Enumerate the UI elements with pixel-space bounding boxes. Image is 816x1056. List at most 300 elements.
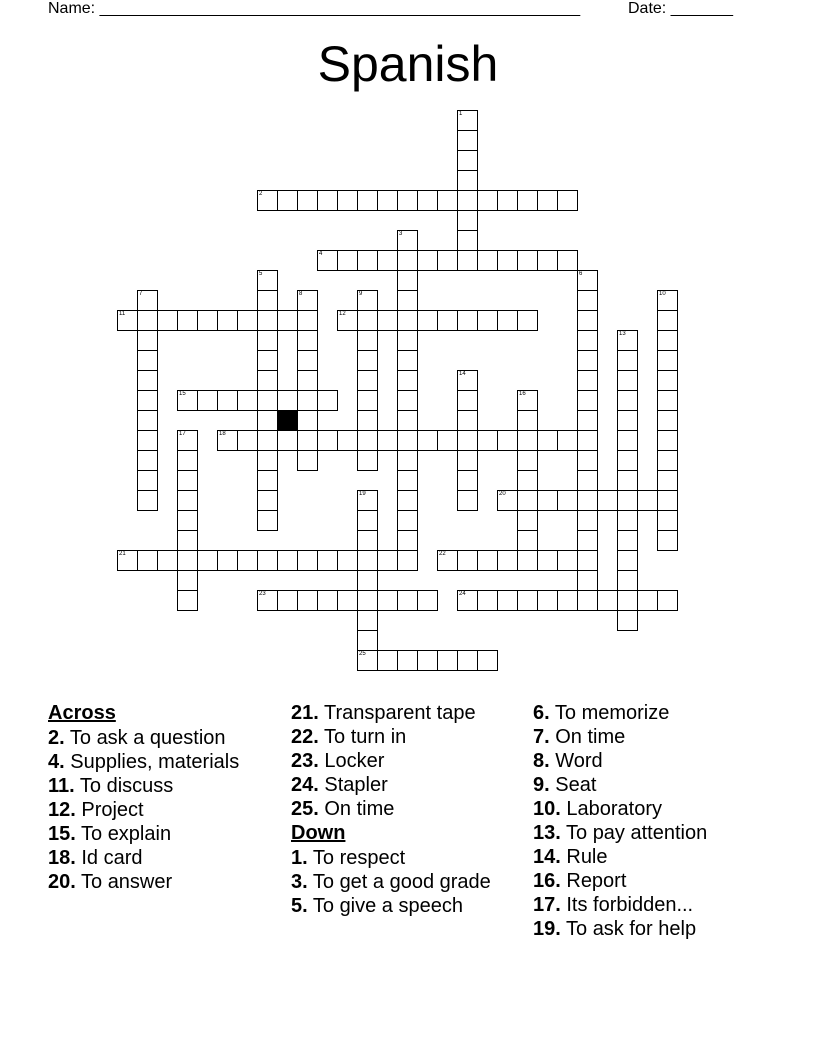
grid-cell[interactable] [317,430,338,451]
grid-cell[interactable] [137,410,158,431]
grid-cell[interactable] [397,430,418,451]
grid-cell[interactable] [297,290,318,311]
grid-cell[interactable] [237,550,258,571]
name-field[interactable]: Name: ______________________________________________________ [48,0,581,17]
grid-cell[interactable] [137,290,158,311]
grid-cell[interactable] [257,590,278,611]
clue-num: 8. [533,750,550,772]
grid-cell[interactable] [397,250,418,271]
grid-cell[interactable] [617,330,638,351]
grid-cell[interactable] [277,430,298,451]
grid-cell[interactable] [197,550,218,571]
grid-cell[interactable] [377,650,398,671]
grid-cell[interactable] [517,410,538,431]
grid-cell[interactable] [617,610,638,631]
grid-cell[interactable] [497,250,518,271]
clue-number: 14 [459,371,466,377]
grid-cell[interactable] [337,190,358,211]
clue-num: 15. [48,823,76,845]
grid-cell[interactable] [297,390,318,411]
grid-cell[interactable] [257,550,278,571]
clue-number: 22 [439,551,446,557]
grid-cell[interactable] [577,510,598,531]
grid-cell[interactable] [337,430,358,451]
grid-cell[interactable] [657,510,678,531]
grid-cell[interactable] [357,350,378,371]
grid-cell[interactable] [437,310,458,331]
grid-cell[interactable] [657,450,678,471]
grid-cell[interactable] [657,290,678,311]
grid-cell[interactable] [617,590,638,611]
grid-cell[interactable] [497,550,518,571]
grid-cell[interactable] [477,250,498,271]
grid-cell[interactable] [297,550,318,571]
down-clue [533,798,763,821]
clue-text: Seat [549,774,597,796]
grid-cell[interactable] [257,350,278,371]
grid-cell[interactable] [577,350,598,371]
grid-cell[interactable] [577,310,598,331]
grid-cell[interactable] [397,190,418,211]
grid-cell[interactable] [377,190,398,211]
grid-cell[interactable] [457,550,478,571]
clue-number: 13 [619,331,626,337]
grid-cell[interactable] [617,430,638,451]
clue-num: 20. [48,871,76,893]
grid-cell[interactable] [497,310,518,331]
grid-cell[interactable] [457,230,478,251]
grid-cell[interactable] [577,450,598,471]
grid-cell[interactable] [477,650,498,671]
grid-cell[interactable] [117,310,138,331]
clue-num: 13. [533,822,561,844]
clues-column-3 [533,702,763,942]
grid-cell[interactable] [477,310,498,331]
grid-cell[interactable] [617,410,638,431]
grid-cell[interactable] [257,270,278,291]
grid-cell[interactable] [357,570,378,591]
clue-number: 7 [139,291,143,297]
grid-cell[interactable] [657,590,678,611]
grid-cell[interactable] [297,350,318,371]
grid-cell[interactable] [457,210,478,231]
grid-cell[interactable] [457,390,478,411]
grid-cell[interactable] [437,190,458,211]
clues-column-1 [48,702,248,895]
grid-cell[interactable] [557,550,578,571]
grid-cell[interactable] [297,370,318,391]
grid-cell[interactable] [557,250,578,271]
grid-cell[interactable] [137,430,158,451]
grid-cell[interactable] [357,550,378,571]
grid-cell[interactable] [177,490,198,511]
grid-cell[interactable] [357,430,378,451]
grid-cell[interactable] [397,650,418,671]
grid-cell[interactable] [457,190,478,211]
grid-cell[interactable] [537,490,558,511]
grid-cell[interactable] [417,650,438,671]
grid-cell[interactable] [397,370,418,391]
down-clue [533,870,763,893]
grid-cell[interactable] [297,190,318,211]
grid-cell[interactable] [517,510,538,531]
grid-cell[interactable] [337,550,358,571]
grid-cell[interactable] [517,490,538,511]
grid-cell[interactable] [497,430,518,451]
grid-cell[interactable] [257,290,278,311]
clue-number: 9 [359,291,363,297]
grid-cell[interactable] [597,490,618,511]
across-clue [291,750,521,773]
grid-cell[interactable] [517,310,538,331]
grid-cell[interactable] [137,450,158,471]
grid-cell[interactable] [617,490,638,511]
grid-cell[interactable] [417,310,438,331]
grid-cell[interactable] [357,190,378,211]
grid-cell[interactable] [457,170,478,191]
grid-cell[interactable] [577,330,598,351]
clue-num: 12. [48,799,76,821]
grid-cell[interactable] [257,430,278,451]
grid-cell[interactable] [177,530,198,551]
across-clue [291,798,521,821]
grid-cell[interactable] [457,650,478,671]
grid-cell[interactable] [617,390,638,411]
header [48,0,740,20]
grid-cell[interactable] [457,250,478,271]
down-clue [533,726,763,749]
grid-cell[interactable] [357,610,378,631]
grid-cell[interactable] [557,490,578,511]
grid-cell[interactable] [417,190,438,211]
grid-cell[interactable] [317,190,338,211]
grid-cell[interactable] [417,590,438,611]
grid-cell[interactable] [317,250,338,271]
clue-num: 5. [291,895,308,917]
grid-cell[interactable] [457,310,478,331]
grid-cell[interactable] [337,590,358,611]
grid-cell[interactable] [277,310,298,331]
clue-text: To ask a question [64,727,226,749]
grid-cell[interactable] [457,150,478,171]
grid-cell[interactable] [237,310,258,331]
grid-cell[interactable] [577,550,598,571]
grid-cell[interactable] [337,250,358,271]
grid-cell[interactable] [377,590,398,611]
grid-cell[interactable] [497,190,518,211]
grid-cell[interactable] [517,450,538,471]
grid-cell[interactable] [537,190,558,211]
grid-cell[interactable] [217,310,238,331]
grid-cell[interactable] [457,450,478,471]
grid-cell[interactable] [517,430,538,451]
grid-cell[interactable] [557,430,578,451]
grid-cell[interactable] [137,390,158,411]
grid-cell[interactable] [257,490,278,511]
grid-cell[interactable] [577,470,598,491]
grid-cell[interactable] [357,530,378,551]
grid-cell[interactable] [277,390,298,411]
clue-number: 24 [459,591,466,597]
grid-cell[interactable] [157,550,178,571]
grid-cell[interactable] [457,430,478,451]
grid-cell[interactable] [457,470,478,491]
grid-cell[interactable] [517,250,538,271]
grid-cell[interactable] [177,450,198,471]
grid-cell[interactable] [577,390,598,411]
grid-cell[interactable] [257,510,278,531]
grid-cell[interactable] [637,590,658,611]
grid-cell[interactable] [197,390,218,411]
grid-cell[interactable] [497,490,518,511]
grid-cell[interactable] [117,550,138,571]
clue-text: Transparent tape [318,702,476,724]
grid-cell[interactable] [637,490,658,511]
grid-cell[interactable] [577,270,598,291]
grid-cell[interactable] [657,490,678,511]
grid-cell[interactable] [377,310,398,331]
clue-text: To pay attention [560,822,708,844]
grid-cell[interactable] [397,550,418,571]
grid-cell[interactable] [597,590,618,611]
grid-cell[interactable] [457,130,478,151]
grid-cell[interactable] [337,310,358,331]
grid-cell[interactable] [477,430,498,451]
down-clue [533,846,763,869]
grid-cell[interactable] [577,590,598,611]
grid-cell[interactable] [457,370,478,391]
grid-cell[interactable] [357,390,378,411]
grid-cell[interactable] [617,530,638,551]
grid-cell[interactable] [457,590,478,611]
clue-num: 9. [533,774,550,796]
grid-cell[interactable] [377,250,398,271]
grid-cell[interactable] [517,390,538,411]
grid-cell[interactable] [437,250,458,271]
grid-cell[interactable] [577,410,598,431]
grid-cell[interactable] [177,590,198,611]
grid-cell[interactable] [617,370,638,391]
grid-cell[interactable] [217,430,238,451]
grid-cell[interactable] [317,550,338,571]
grid-cell[interactable] [537,590,558,611]
clue-num: 22. [291,726,319,748]
clue-number: 3 [399,231,403,237]
grid-cell[interactable] [277,550,298,571]
clue-number: 20 [499,491,506,497]
grid-cell[interactable] [657,370,678,391]
grid-cell[interactable] [397,450,418,471]
clue-number: 8 [299,291,303,297]
grid-cell[interactable] [397,350,418,371]
grid-cell[interactable] [577,290,598,311]
grid-cell[interactable] [297,330,318,351]
grid-cell[interactable] [297,590,318,611]
clue-num: 4. [48,751,65,773]
grid-cell[interactable] [257,450,278,471]
clue-number: 17 [179,431,186,437]
grid-cell[interactable] [357,490,378,511]
grid-cell[interactable] [357,510,378,531]
grid-cell[interactable] [397,510,418,531]
grid-cell[interactable] [357,290,378,311]
grid-cell[interactable] [657,390,678,411]
grid-cell[interactable] [617,470,638,491]
grid-cell[interactable] [137,330,158,351]
clue-text: On time [549,726,626,748]
grid-cell[interactable] [397,530,418,551]
grid-cell[interactable] [257,190,278,211]
grid-cell[interactable] [577,370,598,391]
grid-cell[interactable] [137,550,158,571]
grid-cell[interactable] [357,330,378,351]
clue-text: Rule [560,846,608,868]
grid-cell[interactable] [617,450,638,471]
grid-cell[interactable] [657,530,678,551]
grid-cell[interactable] [137,350,158,371]
date-field[interactable]: Date: _______ [628,0,733,17]
grid-cell[interactable] [357,410,378,431]
grid-cell[interactable] [217,390,238,411]
grid-cell[interactable] [197,310,218,331]
grid-cell[interactable] [257,390,278,411]
grid-cell[interactable] [177,470,198,491]
grid-cell[interactable] [377,550,398,571]
grid-cell[interactable] [557,190,578,211]
grid-cell[interactable] [317,590,338,611]
grid-cell[interactable] [397,270,418,291]
grid-cell[interactable] [237,390,258,411]
grid-cell[interactable] [277,190,298,211]
grid-cell[interactable] [517,190,538,211]
grid-cell[interactable] [557,590,578,611]
grid-cell[interactable] [577,570,598,591]
grid-cell[interactable] [537,550,558,571]
across-clue [291,702,521,725]
grid-cell[interactable] [177,510,198,531]
grid-cell[interactable] [457,490,478,511]
grid-cell[interactable] [477,190,498,211]
grid-cell[interactable] [257,310,278,331]
clue-text: To discuss [74,775,174,797]
grid-cell[interactable] [137,370,158,391]
grid-cell[interactable] [457,110,478,131]
grid-cell[interactable] [437,550,458,571]
grid-cell[interactable] [357,450,378,471]
grid-cell[interactable] [357,370,378,391]
grid-cell[interactable] [397,470,418,491]
clue-number: 1 [459,111,463,117]
grid-cell[interactable] [537,430,558,451]
grid-cell[interactable] [237,430,258,451]
grid-cell[interactable] [297,450,318,471]
grid-cell[interactable] [537,250,558,271]
grid-cell[interactable] [297,410,318,431]
grid-cell[interactable] [177,430,198,451]
clue-number: 19 [359,491,366,497]
clue-num: 25. [291,798,319,820]
grid-cell[interactable] [397,390,418,411]
clues-column-2 [291,702,521,919]
grid-cell[interactable] [437,430,458,451]
grid-cell[interactable] [517,550,538,571]
grid-cell[interactable] [577,530,598,551]
grid-cell[interactable] [657,330,678,351]
grid-cell[interactable] [297,310,318,331]
grid-cell[interactable] [397,490,418,511]
page-title: Spanish [317,36,499,92]
grid-cell[interactable] [477,590,498,611]
grid-cell[interactable] [137,470,158,491]
clue-text: On time [318,798,395,820]
grid-cell[interactable] [137,490,158,511]
grid-cell[interactable] [257,330,278,351]
grid-cell[interactable] [297,430,318,451]
grid-cell[interactable] [497,590,518,611]
grid-cell[interactable] [617,350,638,371]
grid-cell[interactable] [397,410,418,431]
grid-cell[interactable] [357,250,378,271]
grid-cell[interactable] [657,430,678,451]
grid-cell[interactable] [177,550,198,571]
grid-cell[interactable] [397,330,418,351]
grid-cell[interactable] [437,650,458,671]
grid-cell[interactable] [417,250,438,271]
grid-cell[interactable] [177,390,198,411]
grid-cell[interactable] [417,430,438,451]
grid-cell[interactable] [657,310,678,331]
grid-cell[interactable] [577,430,598,451]
grid-cell[interactable] [357,630,378,651]
grid-cell[interactable] [457,410,478,431]
clue-text: Project [75,799,144,821]
grid-cell[interactable] [377,430,398,451]
grid-cell[interactable] [317,390,338,411]
grid-cell[interactable] [657,410,678,431]
grid-cell[interactable] [397,310,418,331]
grid-cell[interactable] [257,370,278,391]
grid-cell[interactable] [397,290,418,311]
grid-cell[interactable] [657,350,678,371]
grid-cell[interactable] [517,470,538,491]
grid-cell[interactable] [277,590,298,611]
grid-cell[interactable] [217,550,238,571]
clue-text: Locker [318,750,385,772]
grid-cell[interactable] [517,590,538,611]
grid-cell[interactable] [157,310,178,331]
grid-cell[interactable] [577,490,598,511]
grid-cell[interactable] [657,470,678,491]
grid-cell[interactable] [617,570,638,591]
grid-cell[interactable] [357,650,378,671]
grid-cell[interactable] [137,310,158,331]
grid-cell[interactable] [177,570,198,591]
grid-cell[interactable] [257,410,278,431]
grid-cell[interactable] [357,310,378,331]
clue-number: 23 [259,591,266,597]
grid-cell[interactable] [397,590,418,611]
clue-num: 21. [291,702,319,724]
grid-cell[interactable] [477,550,498,571]
grid-cell[interactable] [397,230,418,251]
clue-number: 5 [259,271,263,277]
grid-cell[interactable] [617,550,638,571]
grid-cell[interactable] [617,510,638,531]
grid-cell[interactable] [517,530,538,551]
grid-cell[interactable] [257,470,278,491]
grid-cell[interactable] [177,310,198,331]
grid-cell[interactable] [357,590,378,611]
